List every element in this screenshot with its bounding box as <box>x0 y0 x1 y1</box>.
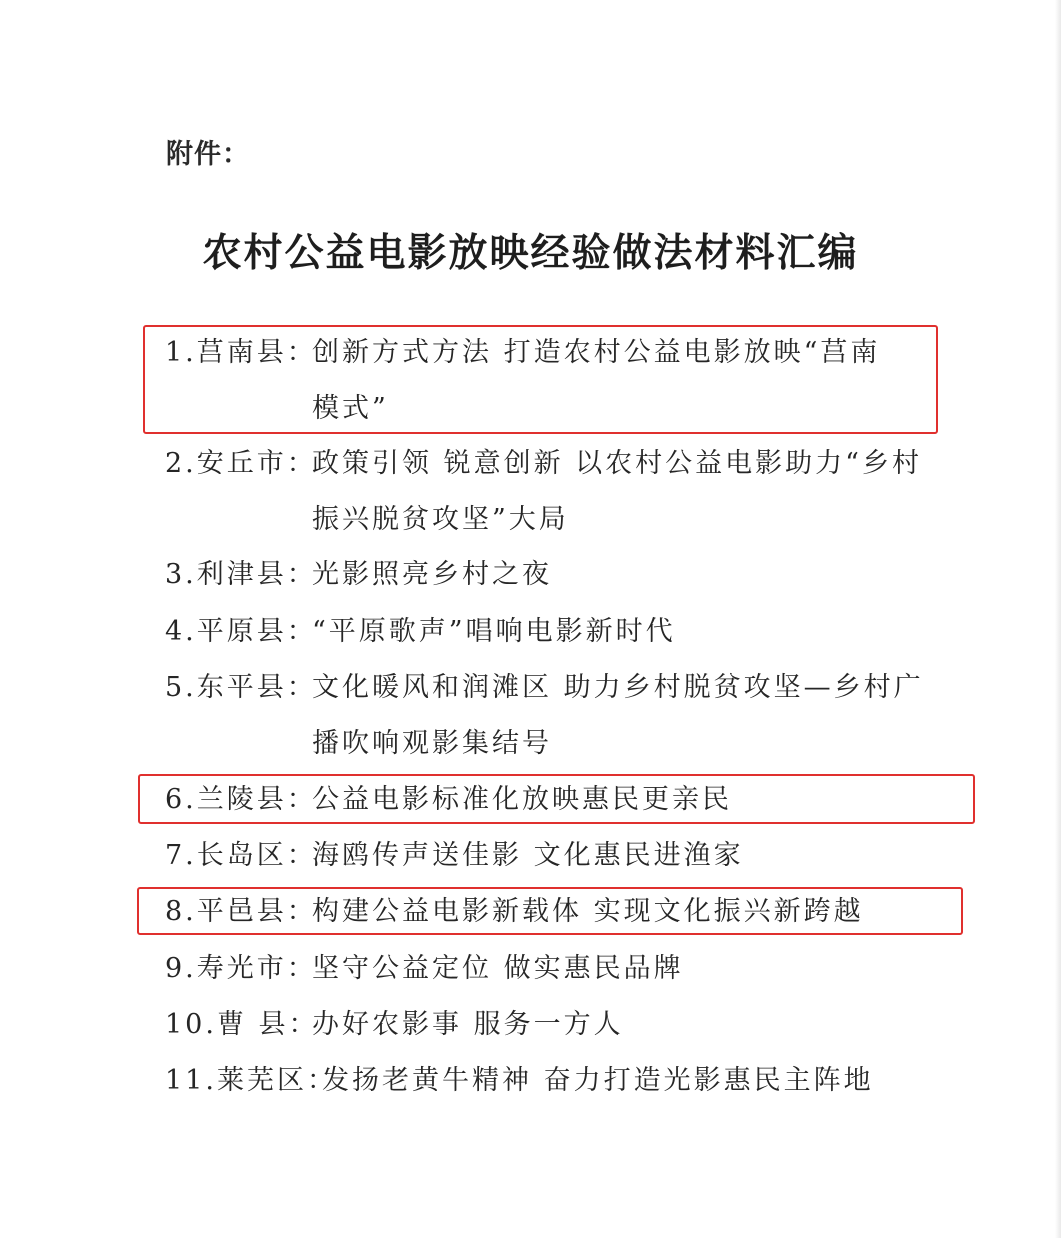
list-item-prefix: 2.安丘市： <box>165 448 317 479</box>
list-item-title: 光影照亮乡村之夜 <box>312 559 552 590</box>
list-item-title: 发扬老黄牛精神 奋力打造光影惠民主阵地 <box>322 1065 874 1096</box>
list-item-prefix: 6.兰陵县： <box>165 784 317 815</box>
list-item-prefix: 1.莒南县： <box>165 337 317 368</box>
list-item-title: 创新方式方法 打造农村公益电影放映“莒南 <box>312 337 881 368</box>
document-title: 农村公益电影放映经验做法材料汇编 <box>202 230 859 276</box>
list-item-title: 公益电影标准化放映惠民更亲民 <box>312 784 732 815</box>
list-item-prefix: 10.曹 县： <box>165 1009 319 1040</box>
list-item-prefix: 7.长岛区： <box>165 840 317 871</box>
list-item-title: 构建公益电影新载体 实现文化振兴新跨越 <box>312 896 864 927</box>
list-item-title: 文化暖风和润滩区 助力乡村脱贫攻坚—乡村广 <box>312 672 924 703</box>
list-item-title: 坚守公益定位 做实惠民品牌 <box>312 953 684 984</box>
list-item-title: 办好农影事 服务一方人 <box>312 1009 624 1040</box>
list-item-prefix: 5.东平县： <box>165 672 317 703</box>
attachment-label: 附件： <box>166 139 250 170</box>
page-edge <box>1055 0 1061 1238</box>
list-item-prefix: 8.平邑县： <box>165 896 317 927</box>
list-item-prefix: 11.莱芜区： <box>165 1065 337 1096</box>
list-item-title: 政策引领 锐意创新 以农村公益电影助力“乡村 <box>312 448 922 479</box>
list-item-title-continued: 振兴脱贫攻坚”大局 <box>312 504 569 535</box>
list-item-prefix: 3.利津县： <box>165 559 317 590</box>
list-item-title-continued: 模式” <box>312 393 389 424</box>
list-item-prefix: 9.寿光市： <box>165 953 317 984</box>
list-item-prefix: 4.平原县： <box>165 616 317 647</box>
list-item-title: “平原歌声”唱响电影新时代 <box>312 616 676 647</box>
list-item-title-continued: 播吹响观影集结号 <box>312 728 552 759</box>
list-item-title: 海鸥传声送佳影 文化惠民进渔家 <box>312 840 744 871</box>
